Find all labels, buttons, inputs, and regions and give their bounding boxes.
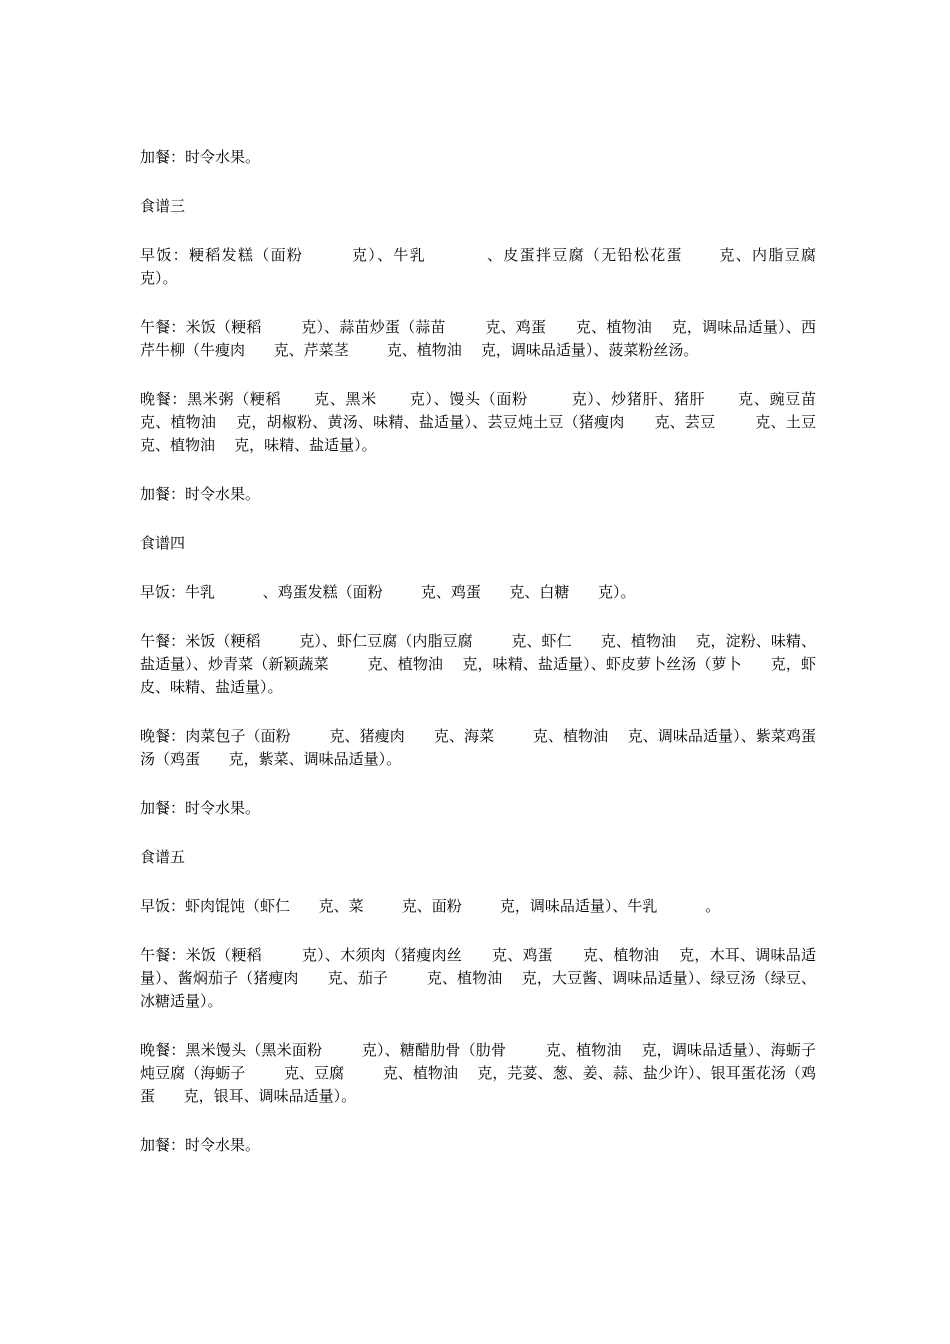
recipe-four-lunch: 午餐：米饭（粳稻 克）、虾仁豆腐（内脂豆腐 克、虾仁 克、植物油 克，淀粉、味精、盐适量）、炒青菜（新颖蔬菜 克、植物油 克，味精、盐适量）、虾皮萝卜丝汤（萝卜 克，虾皮、味精、盐适量）。	[140, 632, 816, 696]
document-body	[140, 146, 855, 1183]
recipe-five-lunch: 午餐：米饭（粳稻 克）、木须肉（猪瘦肉丝 克、鸡蛋 克、植物油 克，木耳、调味品适量）、酱焖茄子（猪瘦肉 克、茄子 克、植物油 克，大豆酱、调味品适量）、绿豆汤（绿豆、冰糖适量）。	[140, 946, 816, 1010]
recipe-five-dinner: 晚餐：黑米馒头（黑米面粉 克）、糖醋肋骨（肋骨 克、植物油 克，调味品适量）、海蛎子炖豆腐（海蛎子 克、豆腐 克、植物油 克，芫荽、葱、姜、蒜、盐少许）、银耳蛋花汤（鸡蛋 克，银耳、调味品适量）。	[140, 1041, 816, 1105]
recipe-three-dinner: 晚餐：黑米粥（粳稻 克、黑米 克）、馒头（面粉 克）、炒猪肝、猪肝 克、豌豆苗 克、植物油 克，胡椒粉、黄汤、味精、盐适量）、芸豆炖土豆（猪瘦肉 克、芸豆 克、土豆 克、植物油 克，味精、盐适量）。	[140, 390, 845, 454]
recipe-four-dinner: 晚餐：肉菜包子（面粉 克、猪瘦肉 克、海菜 克、植物油 克、调味品适量）、紫菜鸡蛋汤（鸡蛋 克，紫菜、调味品适量）。	[140, 727, 816, 768]
recipe-four-snack: 加餐：时令水果。	[140, 799, 261, 817]
recipe-three-heading: 食谱三	[140, 197, 186, 215]
recipe-five-heading: 食谱五	[140, 848, 186, 866]
recipe-three-snack: 加餐：时令水果。	[140, 485, 261, 503]
recipe-three-breakfast: 早饭：粳稻发糕（面粉 克）、牛乳 、皮蛋拌豆腐（无铅松花蛋 克、内脂豆腐 克）。	[140, 246, 855, 287]
recipe-five-snack: 加餐：时令水果。	[140, 1136, 261, 1154]
recipe-five-breakfast: 早饭：虾肉馄饨（虾仁 克、菜 克、面粉 克，调味品适量）、牛乳 。	[140, 897, 721, 915]
recipe-four-breakfast: 早饭：牛乳 、鸡蛋发糕（面粉 克、鸡蛋 克、白糖 克）。	[140, 583, 636, 601]
snack-line-1: 加餐：时令水果。	[140, 148, 261, 166]
recipe-four-heading: 食谱四	[140, 534, 186, 552]
recipe-three-lunch: 午餐：米饭（粳稻 克）、蒜苗炒蛋（蒜苗 克、鸡蛋 克、植物油 克，调味品适量）、西芹牛柳（牛瘦肉 克、芹菜茎 克、植物油 克，调味品适量）、菠菜粉丝汤。	[140, 318, 816, 359]
